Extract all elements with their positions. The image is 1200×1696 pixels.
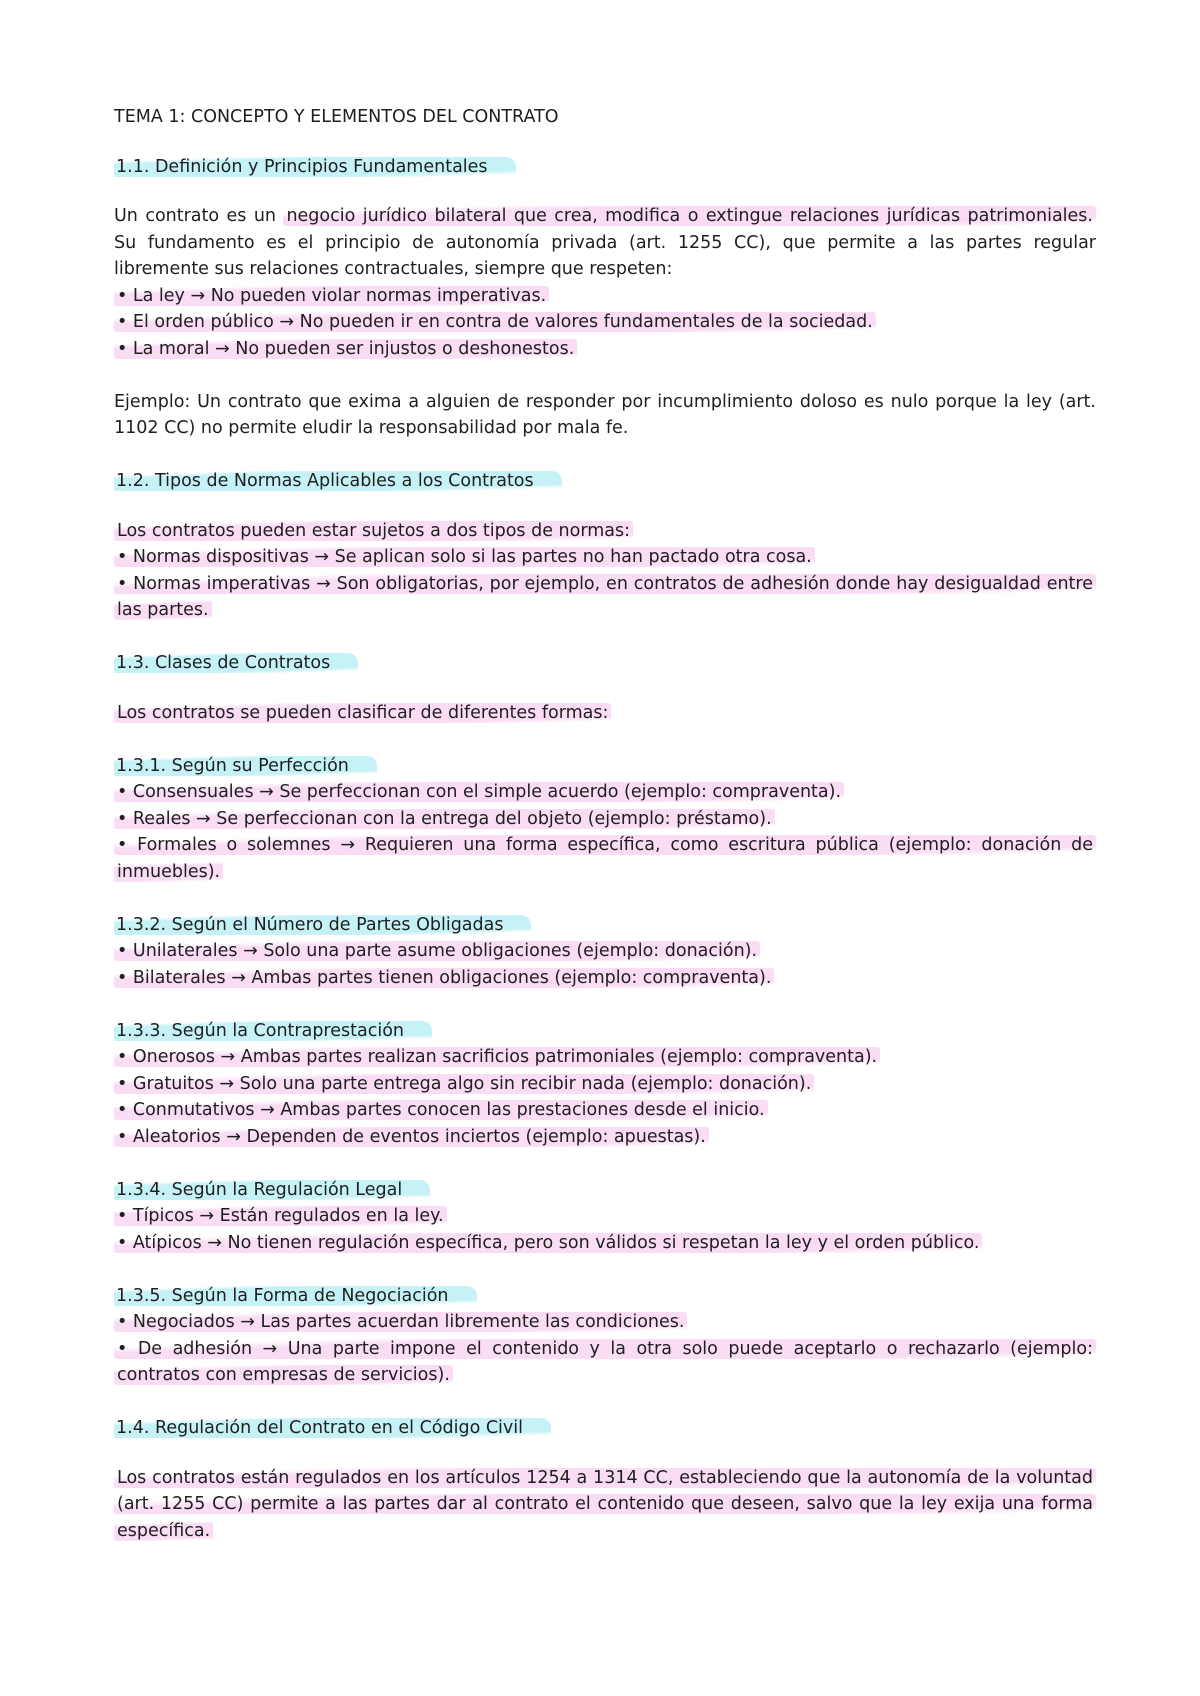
civil-code-paragraph: Los contratos están regulados en los artículos 1254 a 1314 CC, estableciendo que la autonomía de la voluntad (art. 1255 CC) permite a las partes dar al contrato el contenido que deseen, salvo que la ley exija una forma específica. <box>114 1465 1096 1545</box>
list-item: • Formales o solemnes → Requieren una forma específica, como escritura pública (ejemplo: donación de inmuebles). <box>114 832 1096 885</box>
subsection-heading-1-3-1: 1.3.1. Según su Perfección <box>114 753 1096 780</box>
consideration-list <box>114 1044 1096 1150</box>
spacer <box>114 885 1096 912</box>
list-item: • La moral → No pueden ser injustos o deshonestos. <box>114 336 1096 363</box>
list-item: • Reales → Se perfeccionan con la entrega del objeto (ejemplo: préstamo). <box>114 806 1096 833</box>
spacer <box>114 1389 1096 1416</box>
section-heading-1-1 <box>114 154 1096 181</box>
list-item: • Conmutativos → Ambas partes conocen las prestaciones desde el inicio. <box>114 1097 1096 1124</box>
list-item: • Típicos → Están regulados en la ley. <box>114 1203 1096 1230</box>
parties-list <box>114 938 1096 991</box>
spacer <box>114 442 1096 469</box>
heading-highlight: 1.1. Definición y Principios Fundamentales <box>114 157 516 177</box>
list-item: • Aleatorios → Dependen de eventos inciertos (ejemplo: apuestas). <box>114 1124 1096 1151</box>
regulation-list <box>114 1203 1096 1256</box>
list-item: • Unilaterales → Solo una parte asume obligaciones (ejemplo: donación). <box>114 938 1096 965</box>
classes-intro: Los contratos se pueden clasificar de diferentes formas: <box>114 700 1096 727</box>
list-item: • Atípicos → No tienen regulación específica, pero son válidos si respetan la ley y el orden público. <box>114 1230 1096 1257</box>
spacer <box>114 991 1096 1018</box>
heading-highlight: 1.3. Clases de Contratos <box>114 653 358 673</box>
spacer <box>114 362 1096 389</box>
document-title: TEMA 1: CONCEPTO Y ELEMENTOS DEL CONTRATO <box>114 107 559 127</box>
definition-text-start: Un contrato es un <box>114 206 284 226</box>
spacer <box>114 1150 1096 1177</box>
section-heading-1-3 <box>114 650 1096 677</box>
heading-highlight: 1.4. Regulación del Contrato en el Código Civil <box>114 1418 551 1438</box>
subsection-heading-1-3-2: 1.3.2. Según el Número de Partes Obligadas <box>114 912 1096 939</box>
negotiation-list <box>114 1309 1096 1389</box>
definition-text-rest: Su fundamento es el principio de autonomía privada (art. 1255 CC), que permite a las partes regular libremente sus relaciones contractuales, siempre que respeten: <box>114 232 1096 279</box>
list-item: • De adhesión → Una parte impone el contenido y la otra solo puede aceptarlo o rechazarlo (ejemplo: contratos con empresas de servicios). <box>114 1336 1096 1389</box>
definition-paragraph <box>114 203 1096 283</box>
principles-list <box>114 283 1096 363</box>
list-item: • Bilaterales → Ambas partes tienen obligaciones (ejemplo: compraventa). <box>114 965 1096 992</box>
list-item: • Consensuales → Se perfeccionan con el simple acuerdo (ejemplo: compraventa). <box>114 779 1096 806</box>
list-item: • Negociados → Las partes acuerdan libremente las condiciones. <box>114 1309 1096 1336</box>
section-heading-1-4 <box>114 1415 1096 1442</box>
list-item: • Gratuitos → Solo una parte entrega algo sin recibir nada (ejemplo: donación). <box>114 1071 1096 1098</box>
definition-highlight: negocio jurídico bilateral que crea, modifica o extingue relaciones jurídicas patrimoniales. <box>283 206 1096 226</box>
section-heading-1-2 <box>114 468 1096 495</box>
list-item: • La ley → No pueden violar normas imperativas. <box>114 283 1096 310</box>
norms-intro: Los contratos pueden estar sujetos a dos tipos de normas: <box>114 518 1096 545</box>
subsection-heading-1-3-5: 1.3.5. Según la Forma de Negociación <box>114 1283 1096 1310</box>
spacer <box>114 624 1096 651</box>
heading-highlight: 1.2. Tipos de Normas Aplicables a los Contratos <box>114 471 562 491</box>
perfection-list <box>114 779 1096 885</box>
norms-list <box>114 544 1096 624</box>
subsection-heading-1-3-3: 1.3.3. Según la Contraprestación <box>114 1018 1096 1045</box>
list-item: • Normas dispositivas → Se aplican solo si las partes no han pactado otra cosa. <box>114 544 1096 571</box>
list-item: • Onerosos → Ambas partes realizan sacrificios patrimoniales (ejemplo: compraventa). <box>114 1044 1096 1071</box>
spacer <box>114 726 1096 753</box>
example-paragraph: Ejemplo: Un contrato que exima a alguien de responder por incumplimiento doloso es nulo porque la ley (art. 1102 CC) no permite eludir la responsabilidad por mala fe. <box>114 391 1096 438</box>
list-item: • El orden público → No pueden ir en contra de valores fundamentales de la sociedad. <box>114 309 1096 336</box>
list-item: • Normas imperativas → Son obligatorias, por ejemplo, en contratos de adhesión donde hay desigualdad entre las partes. <box>114 571 1096 624</box>
subsection-heading-1-3-4: 1.3.4. Según la Regulación Legal <box>114 1177 1096 1204</box>
spacer <box>114 1256 1096 1283</box>
